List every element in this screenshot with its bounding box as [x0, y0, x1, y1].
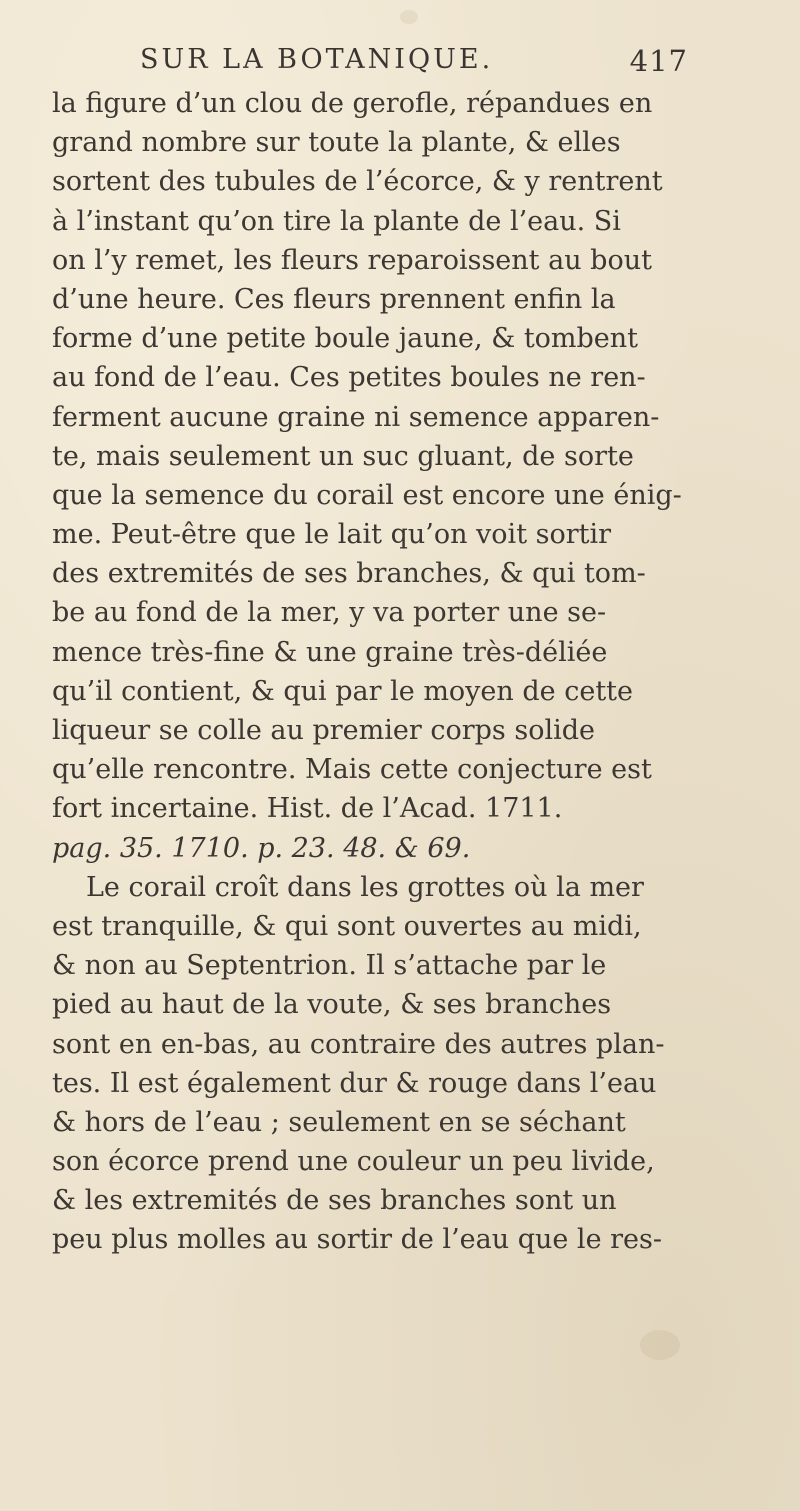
text-line: son écorce prend une couleur un peu livide,	[52, 1146, 655, 1178]
text-line: sortent des tubules de l’écorce, & y rentrent	[52, 166, 663, 198]
text-line: la figure d’un clou de gerofle, répandues en	[52, 88, 653, 119]
paragraph-start-line: Le corail croît dans les grottes où la mer	[86, 871, 644, 903]
running-head	[140, 44, 700, 84]
text-line: tes. Il est également dur & rouge dans l’eau	[52, 1067, 657, 1099]
text-line: me. Peut-être que le lait qu’on voit sortir	[52, 519, 612, 551]
text-line: des extremités de ses branches, & qui tom-	[52, 558, 646, 590]
text-line: est tranquille, & qui sont ouvertes au midi,	[52, 910, 642, 942]
text-line: d’une heure. Ces fleurs prennent enfin la	[52, 283, 616, 315]
paper-stain	[640, 1330, 680, 1360]
text-line: que la semence du corail est encore une énig-	[52, 479, 682, 511]
citation-line: pag. 35. 1710. p. 23. 48. & 69.	[52, 832, 471, 864]
text-line: ferment aucune graine ni semence apparen-	[52, 401, 660, 433]
text-line: à l’instant qu’on tire la plante de l’eau. Si	[52, 205, 621, 237]
text-line: au fond de l’eau. Ces petites boules ne ren-	[52, 362, 646, 394]
running-title: SUR LA BOTANIQUE.	[140, 44, 494, 75]
text-line: sont en en-bas, au contraire des autres plan-	[52, 1028, 665, 1060]
paper-stain	[400, 10, 418, 24]
text-line: peu plus molles au sortir de l’eau que le res-	[52, 1224, 662, 1256]
page-number: 417	[629, 44, 688, 78]
text-line: pied au haut de la voute, & ses branches	[52, 989, 612, 1021]
text-line: te, mais seulement un suc gluant, de sorte	[52, 440, 634, 472]
text-line: qu’elle rencontre. Mais cette conjecture est	[52, 754, 652, 786]
text-line: be au fond de la mer, y va porter une se-	[52, 597, 607, 629]
body-text	[52, 84, 752, 1260]
text-line: forme d’une petite boule jaune, & tombent	[52, 323, 639, 355]
citation-line: fort incertaine. Hist. de l’Acad. 1711.	[52, 793, 563, 825]
text-line: & non au Septentrion. Il s’attache par le	[52, 950, 607, 982]
text-line: on l’y remet, les fleurs reparoissent au bout	[52, 244, 652, 276]
text-line: & les extremités de ses branches sont un	[52, 1185, 617, 1217]
text-line: & hors de l’eau ; seulement en se séchant	[52, 1106, 626, 1138]
text-line: qu’il contient, & qui par le moyen de cette	[52, 675, 634, 707]
text-line: grand nombre sur toute la plante, & elles	[52, 127, 621, 159]
text-line: mence très-fine & une graine très-déliée	[52, 636, 608, 668]
text-line: liqueur se colle au premier corps solide	[52, 715, 596, 746]
